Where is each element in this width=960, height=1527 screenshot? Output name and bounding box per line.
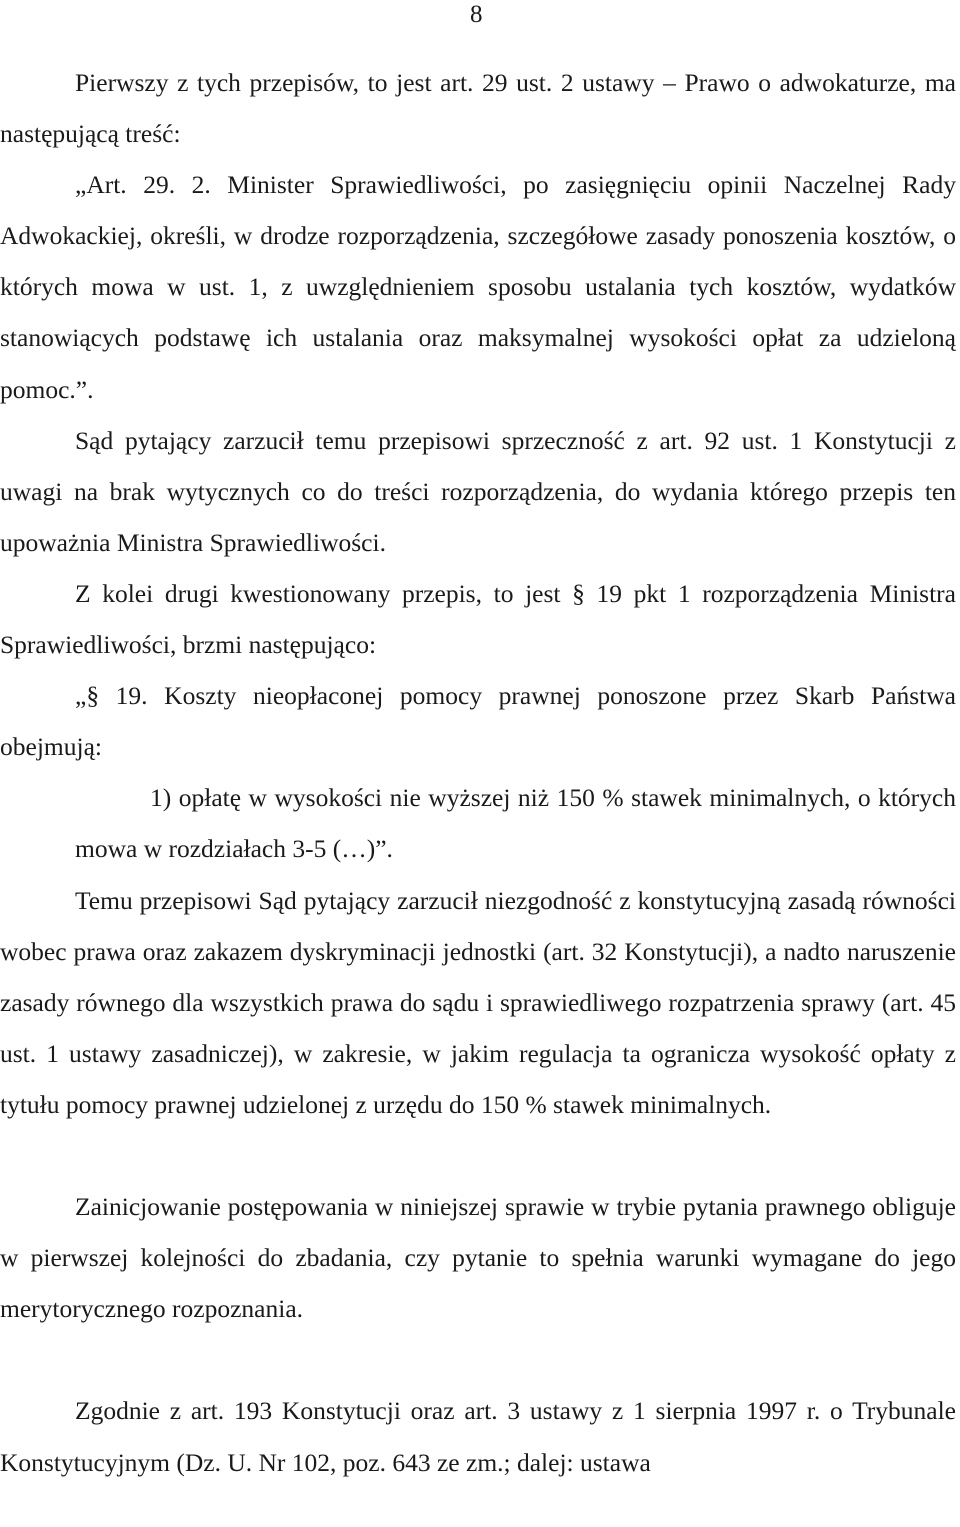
document-body <box>0 57 956 1488</box>
paragraph-gap <box>0 1130 956 1181</box>
paragraph-intro: Pierwszy z tych przepisów, to jest art. 29 ust. 2 ustawy – Prawo o adwokaturze, ma następującą treść: <box>0 68 956 149</box>
paragraph-gap <box>0 1334 956 1385</box>
paragraph-article-193: Zgodnie z art. 193 Konstytucji oraz art. 3 ustawy z 1 sierpnia 1997 r. o Trybunale Konstytucyjnym (Dz. U. Nr 102, poz. 643 ze zm.; dalej: ustawa <box>0 1396 956 1477</box>
paragraph-initiation: Zainicjowanie postępowania w niniejszej sprawie w trybie pytania prawnego obliguje w pierwszej kolejności do zbadania, czy pytanie to spełnia warunki wymagane do jego merytorycznego rozpoznania. <box>0 1192 956 1324</box>
page-number: 8 <box>470 1 483 28</box>
paragraph-equality-objection: Temu przepisowi Sąd pytający zarzucił niezgodność z konstytucyjną zasadą równości wobec prawa oraz zakazem dyskryminacji jednostki (art. 32 Konstytucji), a nadto naruszenie zasady równego dla wszystkich prawa do sądu i sprawiedliwego rozpatrzenia sprawy (art. 45 ust. 1 ustawy zasadniczej), w zakresie, w jakim regulacja ta ogranicza wysokość opłaty z tytułu pomocy prawnej udzielonej z urzędu do 150 % stawek minimalnych. <box>0 885 956 1119</box>
paragraph-second-provision: Z kolei drugi kwestionowany przepis, to jest § 19 pkt 1 rozporządzenia Ministra Sprawiedliwości, brzmi następująco: <box>0 578 956 660</box>
paragraph-enumerated-point-1: 1) opłatę w wysokości nie wyższej niż 150 % stawek minimalnych, o których mowa w rozdziałach 3-5 (…)”. <box>75 783 956 864</box>
paragraph-quoted-section-19: „§ 19. Koszty nieopłaconej pomocy prawnej ponoszone przez Skarb Państwa obejmują: <box>0 681 956 762</box>
paragraph-court-objection: Sąd pytający zarzucił temu przepisowi sprzeczność z art. 92 ust. 1 Konstytucji z uwagi na brak wytycznych co do treści rozporządzenia, do wydania którego przepis ten upoważnia Ministra Sprawiedliwości. <box>0 425 956 557</box>
paragraph-quoted-article-29: „Art. 29. 2. Minister Sprawiedliwości, po zasięgnięciu opinii Naczelnej Rady Adwokackiej, określi, w drodze rozporządzenia, szczegółowe zasady ponoszenia kosztów, o których mowa w ust. 1, z uwzględnieniem sposobu ustalania tych kosztów, wydatków stanowiących podstawę ich ustalania oraz maksymalnej wysokości opłat za udzieloną pomoc.”. <box>0 170 956 404</box>
